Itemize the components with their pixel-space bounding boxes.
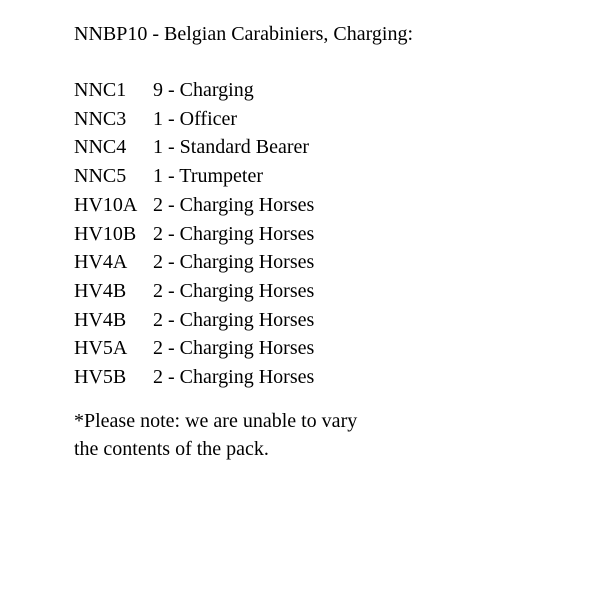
item-code: NNC1 [74, 79, 127, 101]
pack-contents-list [74, 76, 574, 392]
item-code: HV5B [74, 366, 127, 389]
pack-note: *Please note: we are unable to vary the contents of the pack. [74, 409, 358, 460]
list-item [74, 306, 574, 335]
item-code: NNC4 [74, 136, 127, 159]
item-code: NNC5 [74, 165, 127, 188]
list-item [74, 76, 574, 105]
item-description: 2 - Charging Horses [153, 337, 315, 360]
pack-title: NNBP10 - Belgian Carabiniers, Charging: [74, 23, 414, 45]
item-code: HV5A [74, 337, 128, 360]
item-description: 2 - Charging Horses [153, 222, 315, 245]
item-code: HV4B [74, 279, 127, 302]
item-description: 1 - Standard Bearer [153, 136, 310, 159]
list-item [74, 334, 574, 363]
list-item [74, 248, 574, 277]
item-description: 1 - Officer [153, 107, 238, 130]
item-code: HV10A [74, 193, 138, 216]
list-item [74, 191, 574, 220]
list-item [74, 220, 574, 249]
item-description: 2 - Charging Horses [153, 366, 315, 389]
item-description: 2 - Charging Horses [153, 279, 315, 302]
list-item [74, 133, 574, 162]
list-item [74, 277, 574, 306]
item-description: 2 - Charging Horses [153, 193, 315, 216]
list-item [74, 363, 574, 392]
list-item [74, 105, 574, 134]
item-description: 2 - Charging Horses [153, 308, 315, 331]
list-item [74, 162, 574, 191]
item-code: NNC3 [74, 107, 127, 130]
item-code: HV4A [74, 251, 128, 274]
item-description: 9 - Charging [153, 79, 254, 101]
item-code: HV10B [74, 222, 137, 245]
item-description: 1 - Trumpeter [153, 165, 263, 188]
item-description: 2 - Charging Horses [153, 251, 315, 274]
item-code: HV4B [74, 308, 127, 331]
pack-contents-document [74, 20, 574, 483]
